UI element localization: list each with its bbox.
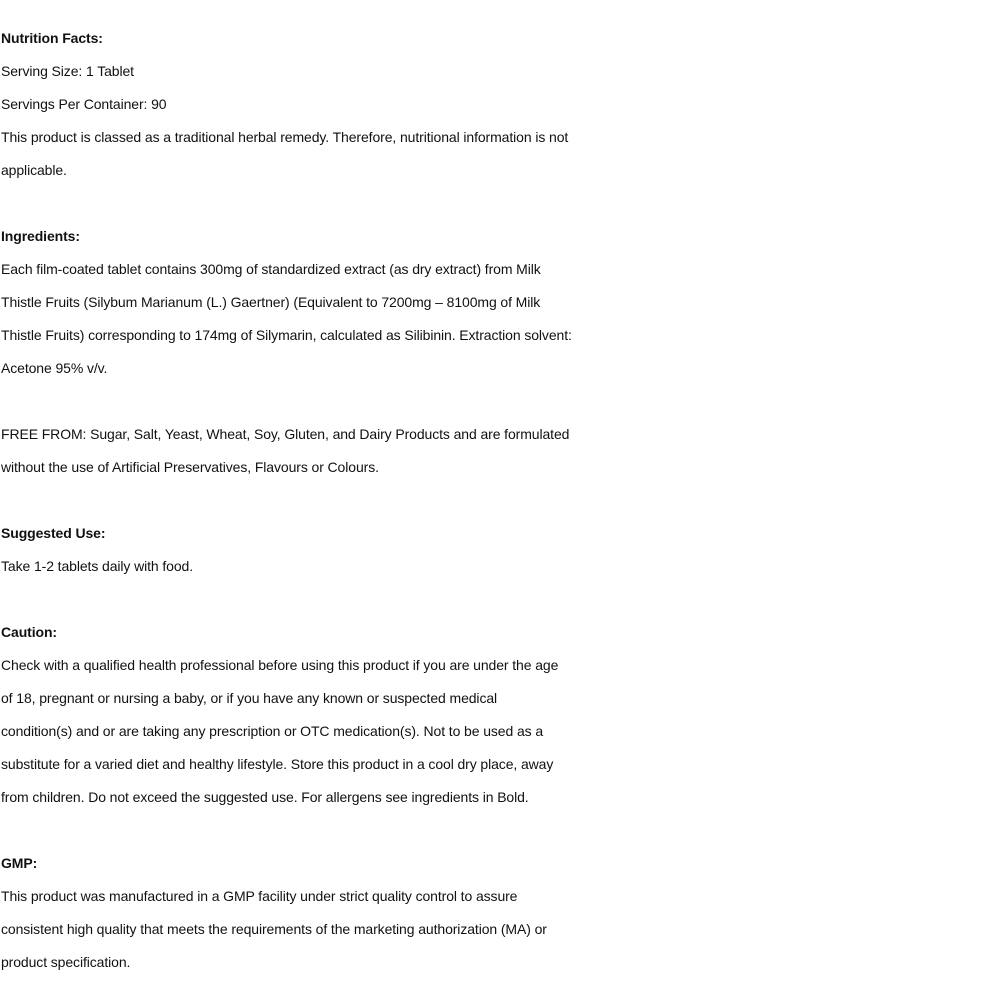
ingredients-line: Each film-coated tablet contains 300mg of standardized extract (as dry extract) from Milk — [1, 261, 541, 277]
caution-line: condition(s) and or are taking any prescription or OTC medication(s). Not to be used as a — [1, 723, 544, 739]
nutrition-section — [1, 22, 1000, 187]
caution-line: from children. Do not exceed the suggested use. For allergens see ingredients in Bold. — [1, 789, 529, 805]
free-from-section — [1, 418, 1000, 484]
ingredients-heading: Ingredients: — [1, 228, 80, 244]
gmp-section — [1, 847, 1000, 979]
gmp-heading: GMP: — [1, 855, 38, 871]
suggested-use-section — [1, 517, 1000, 583]
caution-line: substitute for a varied diet and healthy lifestyle. Store this product in a cool dry place, away — [1, 756, 554, 772]
gmp-line: consistent high quality that meets the requirements of the marketing authorization (MA) or — [1, 921, 547, 937]
caution-section — [1, 616, 1000, 814]
caution-line: Check with a qualified health professional before using this product if you are under the age — [1, 657, 559, 673]
suggested-use-line: Take 1-2 tablets daily with food. — [1, 558, 194, 574]
ingredients-line: Thistle Fruits) corresponding to 174mg of Silymarin, calculated as Silibinin. Extraction solvent: — [1, 327, 572, 343]
servings-per-container: Servings Per Container: 90 — [1, 96, 167, 112]
nutrition-note-line: This product is classed as a traditional herbal remedy. Therefore, nutritional information is not — [1, 129, 569, 145]
section-spacer — [1, 814, 1000, 847]
nutrition-heading: Nutrition Facts: — [1, 30, 103, 46]
caution-heading: Caution: — [1, 624, 57, 640]
ingredients-section — [1, 220, 1000, 385]
ingredients-line: Acetone 95% v/v. — [1, 360, 108, 376]
caution-line: of 18, pregnant or nursing a baby, or if you have any known or suspected medical — [1, 690, 498, 706]
free-from-line: without the use of Artificial Preservatives, Flavours or Colours. — [1, 459, 379, 475]
serving-size: Serving Size: 1 Tablet — [1, 63, 134, 79]
section-spacer — [1, 385, 1000, 418]
ingredients-line: Thistle Fruits (Silybum Marianum (L.) Gaertner) (Equivalent to 7200mg – 8100mg of Milk — [1, 294, 541, 310]
suggested-use-heading: Suggested Use: — [1, 525, 106, 541]
section-spacer — [1, 583, 1000, 616]
gmp-line: This product was manufactured in a GMP facility under strict quality control to assure — [1, 888, 518, 904]
free-from-line: FREE FROM: Sugar, Salt, Yeast, Wheat, Soy, Gluten, and Dairy Products and are formulated — [1, 426, 570, 442]
section-spacer — [1, 187, 1000, 220]
gmp-line: product specification. — [1, 954, 131, 970]
nutrition-note-line: applicable. — [1, 162, 67, 178]
section-spacer — [1, 484, 1000, 517]
